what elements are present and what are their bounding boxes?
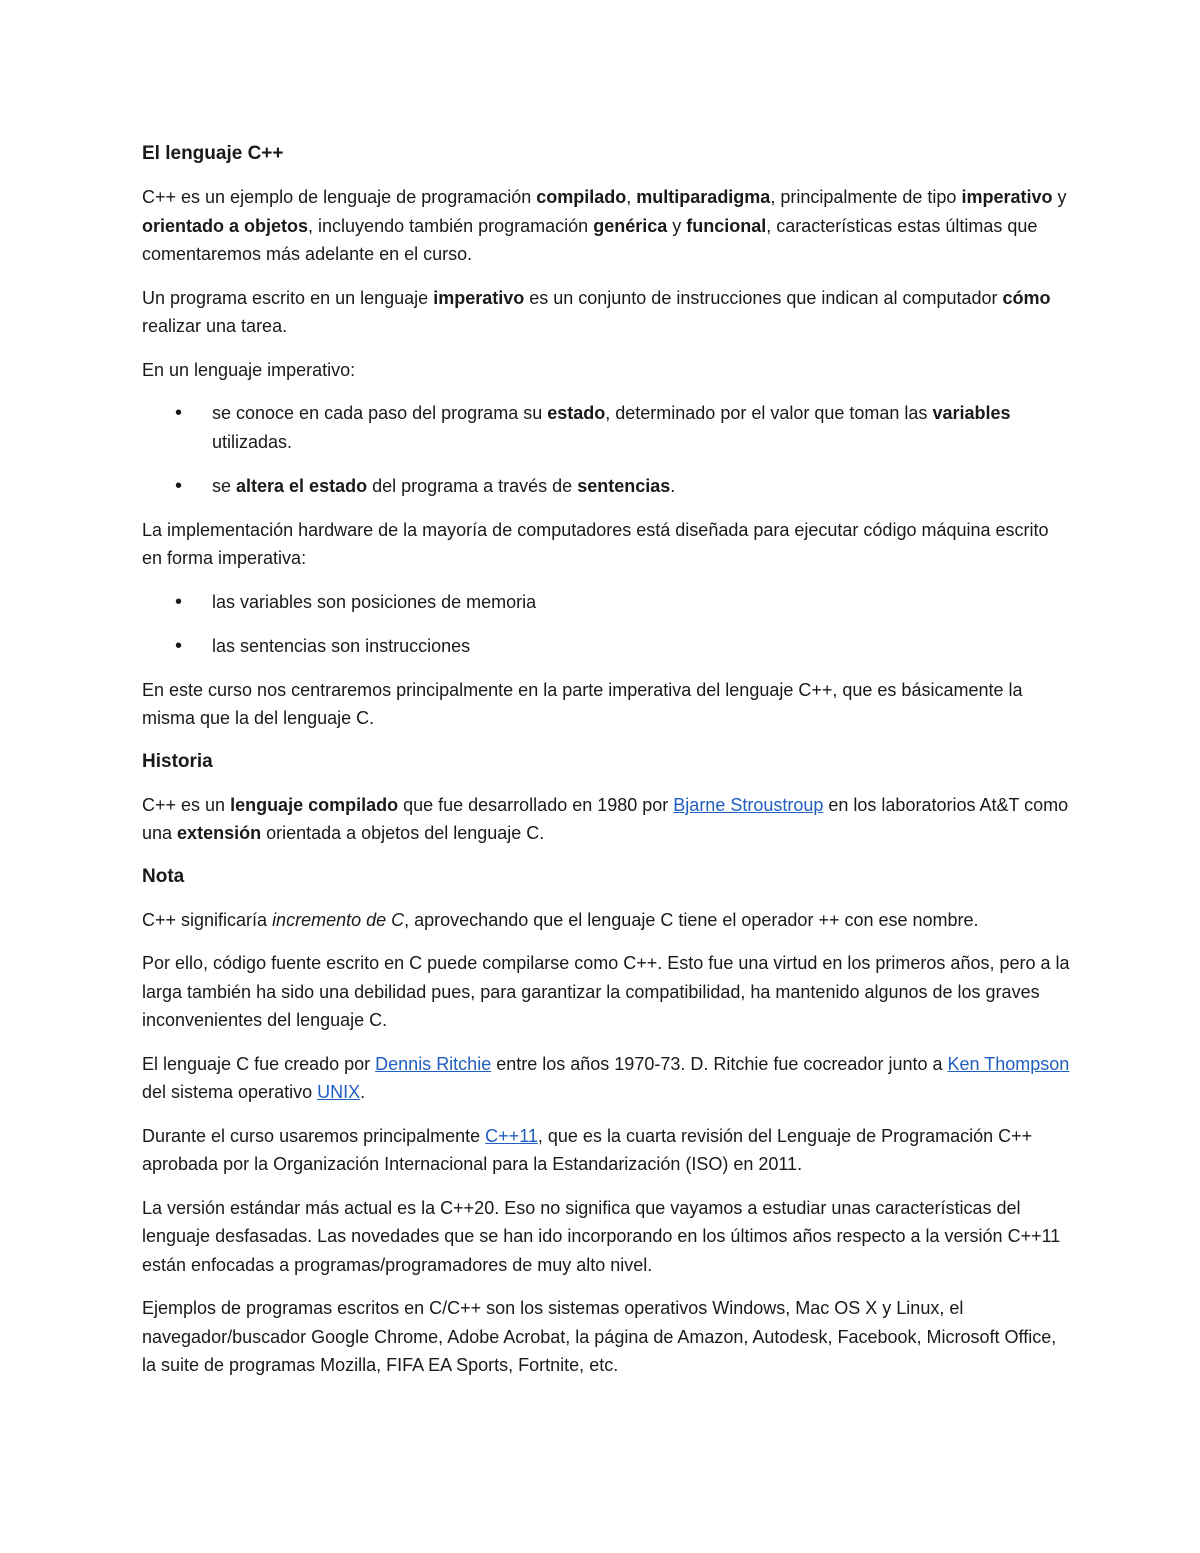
bjarne-stroustroup-link[interactable]: Bjarne Stroustroup [673, 794, 824, 815]
historia-heading: Historia [142, 750, 213, 772]
historia-paragraph: C++ es un lenguaje compilado que fue desarrollado en 1980 por Bjarne Stroustroup en los laboratorios At&T como una extensión orientada a objetos del lenguaje C. [142, 794, 1069, 843]
c-origin-paragraph: El lenguaje C fue creado por Dennis Ritchie entre los años 1970-73. D. Ritchie fue cocreador junto a Ken Thompson del sistema operativo UNIX. [142, 1053, 1070, 1102]
unix-link[interactable]: UNIX [317, 1082, 361, 1102]
bullet-icon: • [175, 590, 183, 613]
hardware-paragraph: La implementación hardware de la mayoría de computadores está diseñada para ejecutar código máquina escrito en forma imperativa: [142, 519, 1049, 568]
document-page [142, 140, 1072, 1395]
imperative-definition-paragraph: Un programa escrito en un lenguaje imperativo es un conjunto de instrucciones que indican al computador cómo realizar una tarea. [142, 287, 1051, 336]
list-item: • las variables son posiciones de memoria [142, 588, 1072, 617]
list-item: • se conoce en cada paso del programa su estado, determinado por el valor que toman las variables utilizadas. [142, 399, 1072, 456]
hardware-list [142, 588, 1072, 661]
cpp11-link[interactable]: C++11 [485, 1125, 538, 1146]
bullet-icon: • [175, 635, 183, 657]
imperative-list [142, 399, 1072, 501]
compatibility-paragraph: Por ello, código fuente escrito en C puede compilarse como C++. Esto fue una virtud en los primeros años, pero a la larga también ha sido una debilidad pues, para garantizar la compatibilidad, ha mantenido algunos de los graves inconvenientes del lenguaje C. [142, 953, 1070, 1030]
nota-paragraph: C++ significaría incremento de C, aprovechando que el lenguaje C tiene el operador ++ con ese nombre. [142, 909, 979, 930]
bullet-icon: • [175, 475, 183, 497]
document-title: El lenguaje C++ [142, 143, 284, 164]
course-focus-paragraph: En este curso nos centraremos principalmente en la parte imperativa del lenguaje C++, que es básicamente la misma que la del lenguaje C. [142, 679, 1023, 728]
cpp11-paragraph: Durante el curso usaremos principalmente C++11, que es la cuarta revisión del Lenguaje de Programación C++ aprobada por la Organización Internacional para la Estandarización (ISO) en 2011. [142, 1125, 1033, 1174]
list-item: • se altera el estado del programa a través de sentencias. [142, 472, 1072, 501]
dennis-ritchie-link[interactable]: Dennis Ritchie [375, 1053, 492, 1074]
nota-heading: Nota [142, 865, 185, 887]
examples-paragraph: Ejemplos de programas escritos en C/C++ son los sistemas operativos Windows, Mac OS X y Linux, el navegador/buscador Google Chrome, Adobe Acrobat, la página de Amazon, Autodesk, Facebook, Microsoft Office, la suite de programas Mozilla, FIFA EA Sports, Fortnite, etc. [142, 1298, 1057, 1375]
bullet-icon: • [175, 402, 183, 424]
ken-thompson-link[interactable]: Ken Thompson [947, 1053, 1070, 1074]
list-item: • las sentencias son instrucciones [142, 632, 1072, 661]
intro-paragraph: C++ es un ejemplo de lenguaje de programación compilado, multiparadigma, principalmente de tipo imperativo y orientado a objetos, incluyendo también programación genérica y funcional, características estas últimas que comentaremos más adelante en el curso. [142, 187, 1067, 264]
cpp20-paragraph: La versión estándar más actual es la C++20. Eso no significa que vayamos a estudiar unas características del lenguaje desfasadas. Las novedades que se han ido incorporando en los últimos años respecto a la versión C++11 están enfocadas a programas/programadores de muy alto nivel. [142, 1197, 1061, 1275]
imperative-intro-paragraph: En un lenguaje imperativo: [142, 359, 356, 380]
